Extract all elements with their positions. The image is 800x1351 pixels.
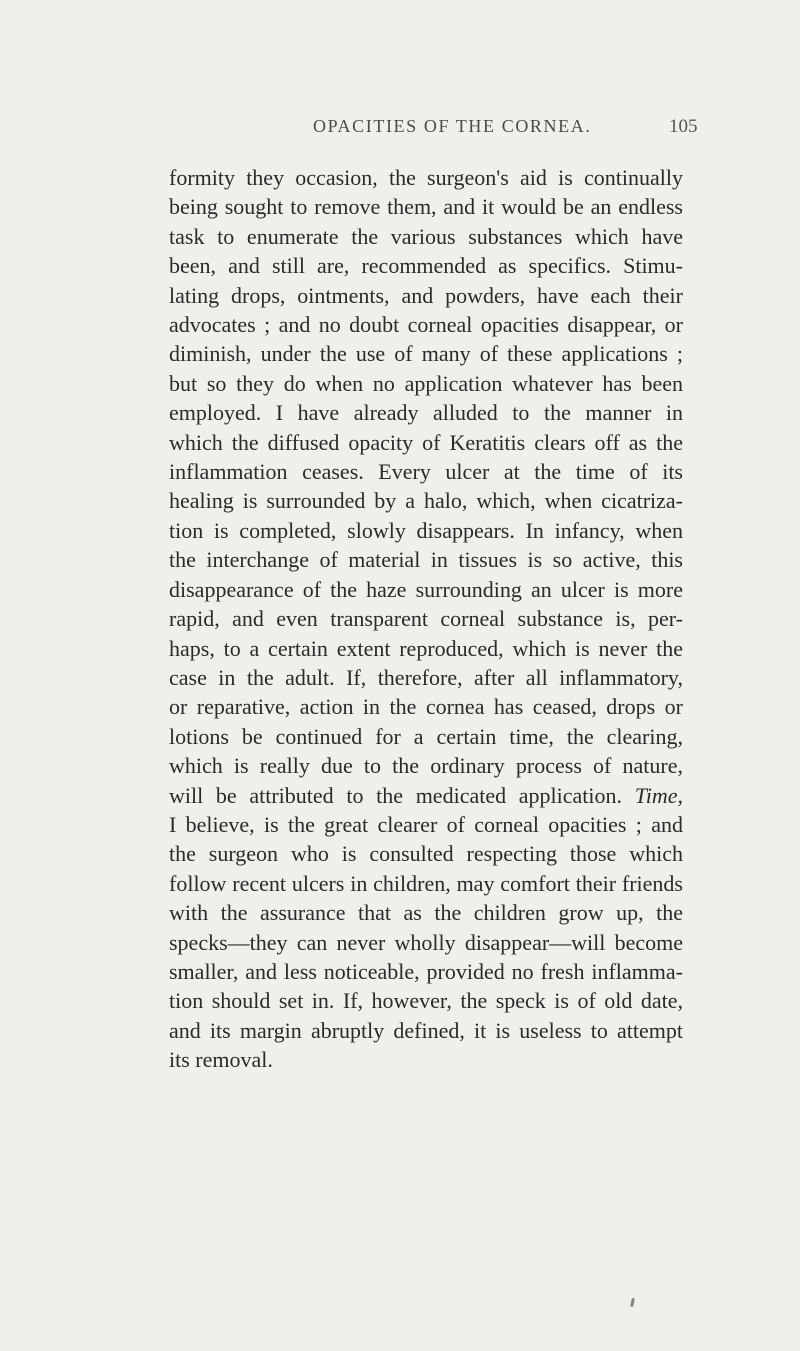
text-line: I believe, is the great clearer of corneal opacities ; and [169,811,683,837]
page-number: 105 [669,116,698,137]
text-line: haps, to a certain extent reproduced, which is never the [169,635,683,661]
text-line: healing is surrounded by a halo, which, when cicatriza- [169,488,683,514]
body-paragraph [169,163,683,1075]
text-line: tion should set in. If, however, the speck is of old date, [169,988,683,1014]
italic-word: Time, [634,782,684,808]
text-line: inflammation ceases. Every ulcer at the time of its [169,459,683,485]
text-line: which the diffused opacity of Keratitis clears off as the [169,429,683,455]
running-title: OPACITIES OF THE CORNEA. [313,116,592,136]
text-line: formity they occasion, the surgeon's aid is continually [169,165,683,190]
text-line: and its margin abruptly defined, it is useless to attempt [169,1017,683,1043]
text-line: tion is completed, slowly disappears. In infancy, when [169,517,683,543]
text-line: employed. I have already alluded to the manner in [169,400,683,426]
text-line: lating drops, ointments, and powders, have each their [169,282,683,308]
text-line: been, and still are, recommended as specifics. Stimu- [169,253,683,279]
text-line: with the assurance that as the children grow up, the [169,900,683,926]
text-line-with-italic [169,781,683,810]
text-line: lotions be continued for a certain time, the clearing, [169,723,683,749]
text-line: which is really due to the ordinary process of nature, [169,753,683,779]
text-line: follow recent ulcers in children, may comfort their friends [169,870,683,896]
text-line: smaller, and less noticeable, provided no fresh inflamma- [169,958,683,984]
ink-speck [630,1298,635,1307]
text-line: advocates ; and no doubt corneal opacities disappear, or [169,312,683,338]
text-line: being sought to remove them, and it would be an endless [169,194,683,220]
text-line: task to enumerate the various substances which have [169,223,683,249]
running-head [0,116,800,146]
text-line: diminish, under the use of many of these applications ; [169,341,683,367]
text-line: rapid, and even transparent corneal substance is, per- [169,606,683,632]
text-line-final: its removal. [169,1047,273,1073]
text-line: but so they do when no application whatever has been [169,370,683,396]
text-line: or reparative, action in the cornea has ceased, drops or [169,694,683,720]
text-line: disappearance of the haze surrounding an ulcer is more [169,576,683,602]
text-segment: will be attributed to the medicated application. [169,782,623,808]
text-line: the interchange of material in tissues is so active, this [169,547,683,573]
text-line: the surgeon who is consulted respecting those which [169,841,683,867]
text-line: specks—they can never wholly disappear—will become [169,929,683,955]
text-line: case in the adult. If, therefore, after all inflammatory, [169,664,683,690]
